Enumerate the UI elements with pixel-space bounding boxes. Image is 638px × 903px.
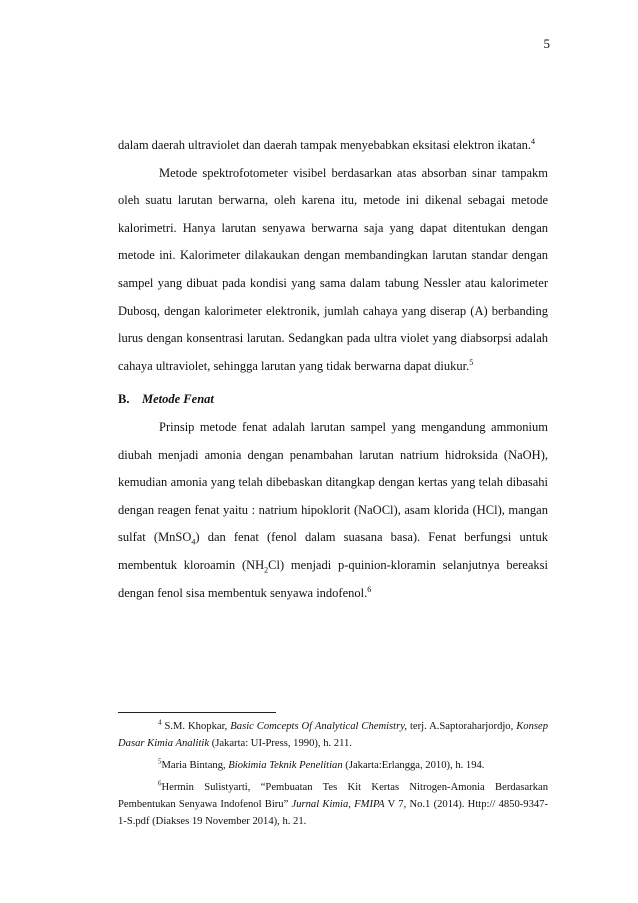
superscript: 4 <box>158 718 162 727</box>
footnote-4: $^4$ S.M. Khopkar, Basic Comcepts Of Analytical Chemistry, terj. A.Saptoraharjordjo, Konsep Dasar Kimia Analitik (Jakarta: UI-Press, 1990), h. 211. <box>118 718 548 749</box>
superscript: 6 <box>158 779 162 788</box>
superscript: 6 <box>367 584 372 594</box>
italic-text: Basic Comcepts Of Analytical Chemistry, <box>230 721 408 732</box>
subscript: 2 <box>264 565 269 575</box>
paragraph-1: dalam daerah ultraviolet dan daerah tampak menyebabkan eksitasi elektron ikatan.$^4$ <box>118 136 536 152</box>
italic-text: Konsep Dasar Kimia Analitik <box>118 721 548 749</box>
section-label: B. <box>118 392 130 407</box>
footnote-rule <box>118 712 276 713</box>
footnotes <box>118 718 548 835</box>
subscript: 4 <box>191 537 196 547</box>
paragraph-2: Metode spektrofotometer visibel berdasarkan atas absorban sinar tampakm oleh suatu larutan berwarna, oleh karena itu, metode ini dikenal sebagai metode kalorimetri. Hanya larutan senyawa berwarna saja yang dapat ditentukan dengan metode ini. Kalorimeter dilakaukan dengan membandingkan larutan standar dengan sampel yang dibuat pada kondisi yang sama dalam tabung Nessler atau kalorimeter Dubosq, dengan kalorimeter elektronik, jumlah cahaya yang diserap (A) berbanding lurus dengan konsentrasi larutan. Sedangkan pada ultra violet yang diabsorpsi adalah cahaya ultraviolet, sehingga larutan yang tidak berwarna dapat diukur.$^5$ <box>118 165 548 373</box>
italic-text: Biokimia Teknik Penelitian <box>228 760 343 771</box>
footnote-6: $^6$Hermin Sulistyarti, “Pembuatan Tes Kit Kertas Nitrogen-Amonia Berdasarkan Pembentukan Senyawa Indofenol Biru” Jurnal Kimia, FMIPA V 7, No.1 (2014). Http:// 4850-9347-1-S.pdf (Diakses 19 November 2014), h. 21. <box>118 779 548 827</box>
section-heading <box>118 386 548 414</box>
section-title: Metode Fenat <box>142 392 214 407</box>
superscript: 5 <box>469 357 474 367</box>
italic-text: Jurnal Kimia, FMIPA <box>291 799 385 810</box>
footnote-5: $^5$Maria Bintang, Biokimia Teknik Penelitian (Jakarta:Erlangga, 2010), h. 194. <box>158 757 485 771</box>
superscript: 4 <box>531 136 536 146</box>
page-number: 5 <box>543 36 550 51</box>
body-text <box>118 132 548 607</box>
superscript: 5 <box>158 757 162 766</box>
section-paragraph: Prinsip metode fenat adalah larutan sampel yang mengandung ammonium diubah menjadi amonia dengan penambahan larutan natrium hidroksida (NaOH), kemudian amonia yang telah dibebaskan ditangkap dengan kertas yang telah dibasahi dengan reagen fenat yaitu : natrium hipoklorit (NaOCl), asam klorida (HCl), mangan sulfat (MnSO$_4$) dan fenat (fenol dalam suasana basa). Fenat berfungsi untuk membentuk kloroamin $(NH_2Cl)$ menjadi p-quinion-kloramin selanjutnya bereaksi dengan fenol sisa membentuk senyawa indofenol.$^6$ <box>118 419 548 600</box>
